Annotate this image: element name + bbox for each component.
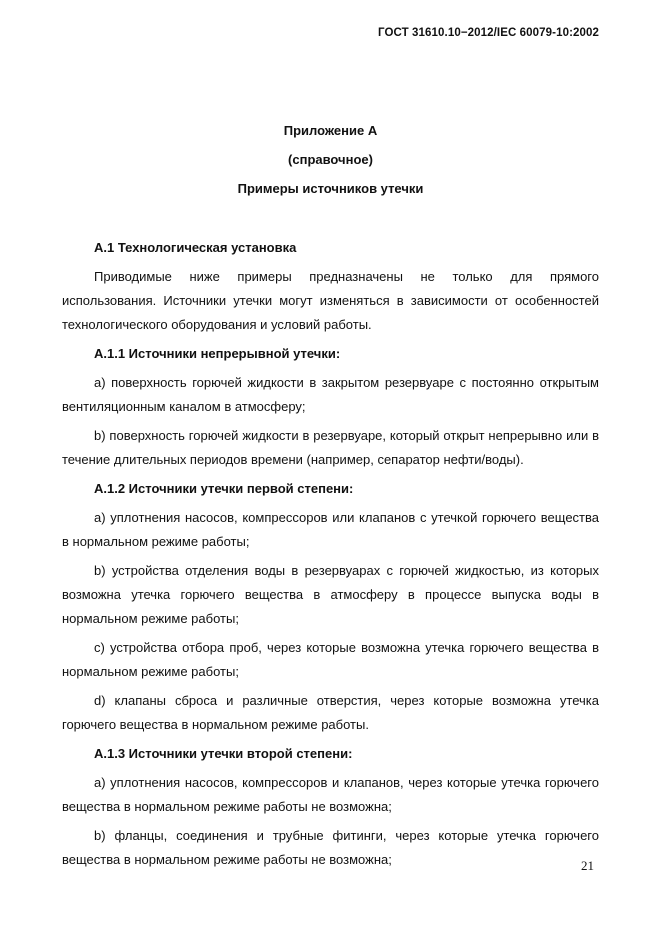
appendix-title: Приложение А xyxy=(283,123,378,138)
appendix-type: (справочное) xyxy=(288,152,373,167)
list-item: b) фланцы, соединения и трубные фитинги, через которые утечка горючего вещества в нормальном режиме работы не возможна; xyxy=(62,828,599,867)
document-body xyxy=(62,236,599,877)
list-item: c) устройства отбора проб, через которые возможна утечка горючего вещества в нормальном режиме работы; xyxy=(62,640,599,679)
section-intro: Приводимые ниже примеры предназначены не только для прямого использования. Источники утечки могут изменяться в зависимости от особенностей технологического оборудования и условий работы. xyxy=(62,269,599,332)
subsection-heading: А.1.3 Источники утечки второй степени: xyxy=(94,746,353,761)
appendix-heading: Примеры источников утечки xyxy=(237,181,424,196)
section-heading: А.1 Технологическая установка xyxy=(94,240,297,255)
list-item: b) поверхность горючей жидкости в резервуаре, который открыт непрерывно или в течение длительных периодов времени (например, сепаратор нефти/воды). xyxy=(62,428,599,467)
list-item: а) уплотнения насосов, компрессоров или клапанов с утечкой горючего вещества в нормальном режиме работы; xyxy=(62,510,599,549)
list-item: b) устройства отделения воды в резервуарах с горючей жидкостью, из которых возможна утечка горючего вещества в атмосферу в процессе выпуска воды в нормальном режиме работы; xyxy=(62,563,599,626)
subsection-heading: А.1.1 Источники непрерывной утечки: xyxy=(94,346,341,361)
list-item: а) поверхность горючей жидкости в закрытом резервуаре с постоянно открытым вентиляционным каналом в атмосферу; xyxy=(62,375,599,414)
list-item: а) уплотнения насосов, компрессоров и клапанов, через которые утечка горючего вещества в нормальном режиме работы не возможна; xyxy=(62,775,599,814)
subsection-heading: А.1.2 Источники утечки первой степени: xyxy=(94,481,354,496)
page-number: 21 xyxy=(581,858,594,873)
list-item: d) клапаны сброса и различные отверстия, через которые возможна утечка горючего вещества в нормальном режиме работы. xyxy=(62,693,599,732)
page-header: ГОСТ 31610.10−2012/IEC 60079-10:2002 xyxy=(378,27,599,39)
